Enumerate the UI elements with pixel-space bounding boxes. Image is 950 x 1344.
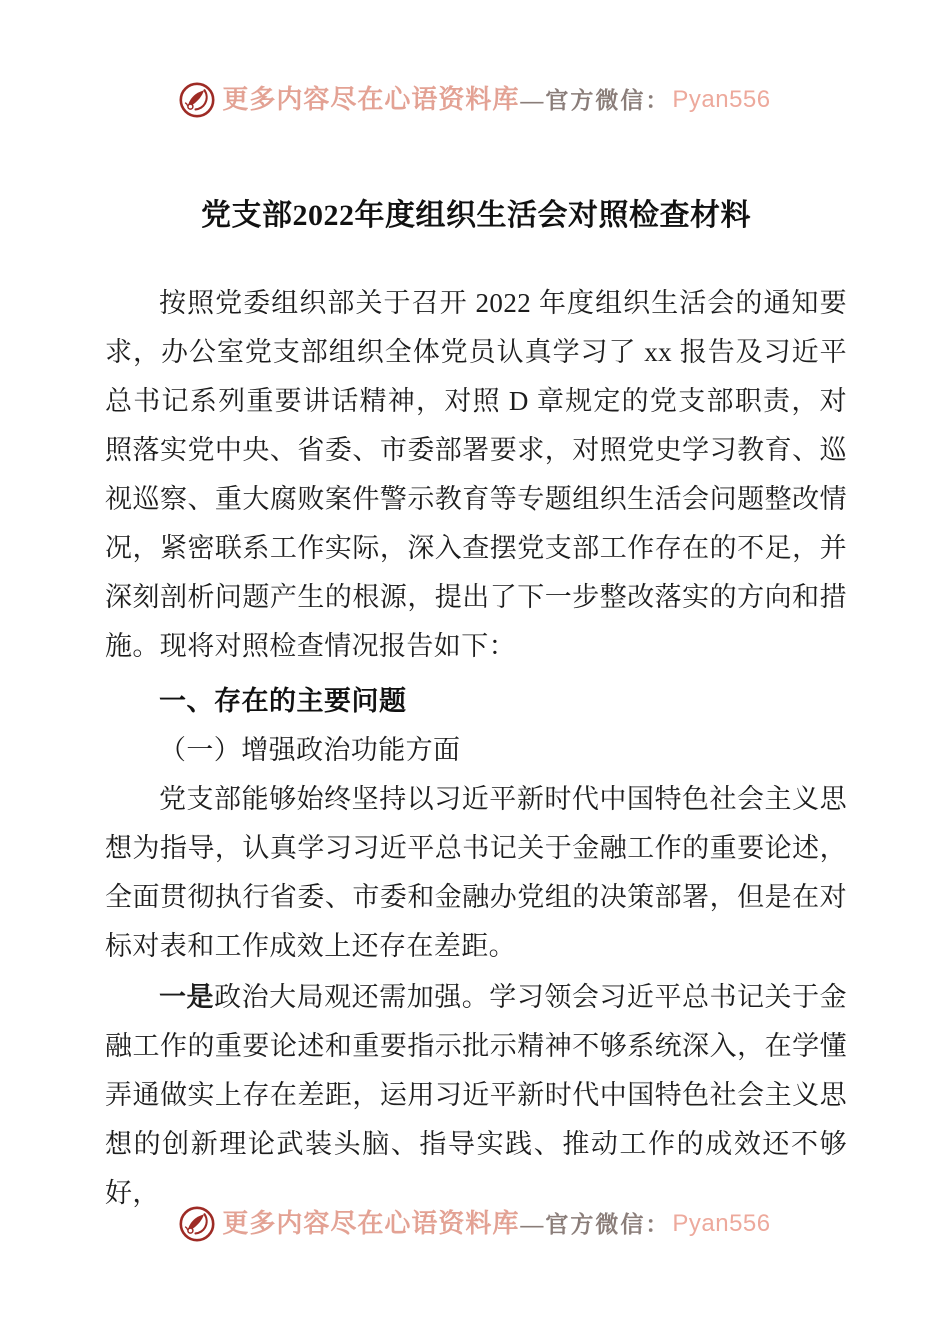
watermark-site-name: 更多内容尽在心语资料库 bbox=[222, 1209, 520, 1238]
seal-brush-logo-icon bbox=[179, 82, 215, 118]
document-content bbox=[105, 196, 847, 1220]
section-heading-main-problems: 一、存在的主要问题 bbox=[159, 686, 407, 716]
page-title: 党支部2022年度组织生活会对照检查材料 bbox=[201, 199, 751, 232]
subsection-heading-political-function: （一）增强政治功能方面 bbox=[159, 735, 461, 765]
paragraph-point-one bbox=[105, 973, 847, 1218]
header-watermark bbox=[0, 82, 950, 118]
seal-brush-logo-icon bbox=[179, 1206, 215, 1242]
watermark-wechat-label: —官方微信： bbox=[520, 1211, 671, 1237]
point-one-body-text: 政治大局观还需加强。学习领会习近平总书记关于金融工作的重要论述和重要指示批示精神不够系统深入，在学懂弄通做实上存在差距，运用习近平新时代中国特色社会主义思想的创新理论武装头脑、指导实践、推动工作的成效还不够好， bbox=[105, 982, 847, 1208]
paragraph-intro: 按照党委组织部关于召开 2022 年度组织生活会的通知要求，办公室党支部组织全体党员认真学习了 xx 报告及习近平总书记系列重要讲话精神，对照 D 章规定的党支部职责，对照落实党中央、省委、市委部署要求，对照党史学习教育、巡视巡察、重大腐败案件警示教育等专题组织生活会问题整改情况，紧密联系工作实际，深入查摆党支部工作存在的不足，并深刻剖析问题产生的根源，提出了下一步整改落实的方向和措施。现将对照检查情况报告如下： bbox=[105, 288, 847, 661]
footer-watermark bbox=[0, 1206, 950, 1242]
watermark-wechat-id: Pyan556 bbox=[672, 1210, 771, 1237]
watermark-wechat-label: —官方微信： bbox=[520, 87, 671, 113]
paragraph-political-function: 党支部能够始终坚持以习近平新时代中国特色社会主义思想为指导，认真学习习近平总书记关于金融工作的重要论述，全面贯彻执行省委、市委和金融办党组的决策部署，但是在对标对表和工作成效上还存在差距。 bbox=[105, 784, 847, 961]
point-one-lead-label: 一是 bbox=[159, 982, 215, 1012]
watermark-wechat-id: Pyan556 bbox=[672, 86, 771, 113]
watermark-site-name: 更多内容尽在心语资料库 bbox=[222, 85, 520, 114]
